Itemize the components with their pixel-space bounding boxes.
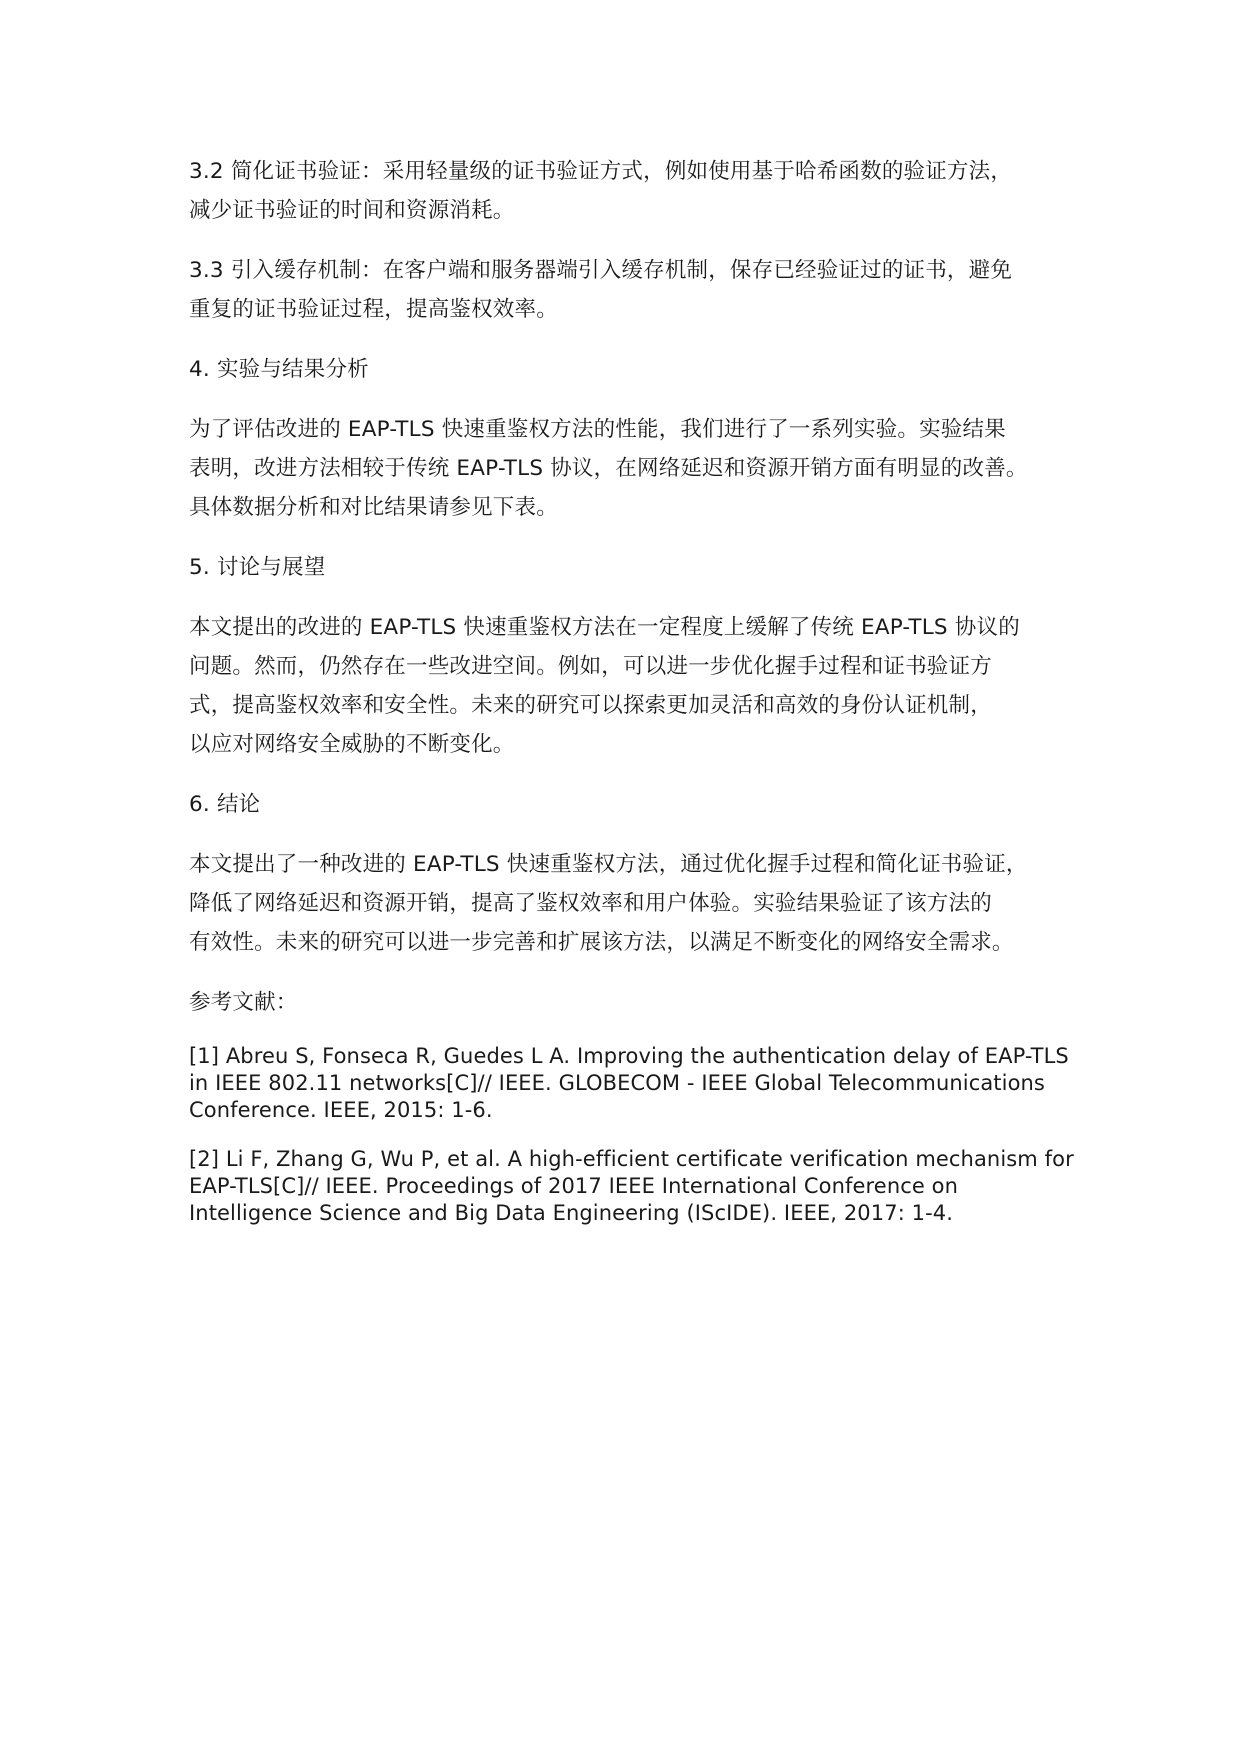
- section-5-line-3: 式，提高鉴权效率和安全性。未来的研究可以探索更加灵活和高效的身份认证机制，: [189, 693, 992, 718]
- section-5-heading: 5. 讨论与展望: [189, 555, 326, 580]
- section-4-heading: 4. 实验与结果分析: [189, 357, 369, 382]
- reference-1-line-3: Conference. IEEE, 2015: 1-6.: [189, 1098, 493, 1122]
- section-6-line-2: 降低了网络延迟和资源开销，提高了鉴权效率和用户体验。实验结果验证了该方法的: [189, 891, 992, 916]
- section-4-line-1: 为了评估改进的 EAP-TLS 快速重鉴权方法的性能，我们进行了一系列实验。实验结果: [189, 417, 1006, 442]
- section-6-heading: 6. 结论: [189, 792, 261, 817]
- reference-1-line-2: in IEEE 802.11 networks[C]// IEEE. GLOBECOM - IEEE Global Telecommunications: [189, 1071, 1045, 1095]
- section-3-3-line-2: 重复的证书验证过程，提高鉴权效率。: [189, 297, 558, 322]
- section-3-3-line-1: 3.3 引入缓存机制：在客户端和服务器端引入缓存机制，保存已经验证过的证书，避免: [189, 258, 1013, 283]
- section-4-line-2: 表明，改进方法相较于传统 EAP-TLS 协议，在网络延迟和资源开销方面有明显的改善。: [189, 456, 1028, 481]
- section-5-line-4: 以应对网络安全威胁的不断变化。: [189, 732, 515, 757]
- references-heading: 参考文献：: [189, 990, 298, 1015]
- section-6-line-1: 本文提出了一种改进的 EAP-TLS 快速重鉴权方法，通过优化握手过程和简化证书验证，: [189, 852, 1028, 877]
- section-5-line-1: 本文提出的改进的 EAP-TLS 快速重鉴权方法在一定程度上缓解了传统 EAP-TLS 协议的: [189, 615, 1020, 640]
- section-6-line-3: 有效性。未来的研究可以进一步完善和扩展该方法，以满足不断变化的网络安全需求。: [189, 930, 1014, 955]
- reference-2-line-1: [2] Li F, Zhang G, Wu P, et al. A high-efficient certificate verification mechanism for: [189, 1147, 1074, 1171]
- reference-1-line-1: [1] Abreu S, Fonseca R, Guedes L A. Improving the authentication delay of EAP-TLS: [189, 1044, 1069, 1068]
- reference-2-line-3: Intelligence Science and Big Data Engineering (IScIDE). IEEE, 2017: 1-4.: [189, 1201, 954, 1225]
- section-5-line-2: 问题。然而，仍然存在一些改进空间。例如，可以进一步优化握手过程和证书验证方: [189, 654, 992, 679]
- reference-2-line-2: EAP-TLS[C]// IEEE. Proceedings of 2017 IEEE International Conference on: [189, 1174, 959, 1198]
- section-3-2-line-1: 3.2 简化证书验证：采用轻量级的证书验证方式，例如使用基于哈希函数的验证方法，: [189, 159, 1013, 184]
- section-4-line-3: 具体数据分析和对比结果请参见下表。: [189, 495, 558, 520]
- section-3-2-line-2: 减少证书验证的时间和资源消耗。: [189, 198, 515, 223]
